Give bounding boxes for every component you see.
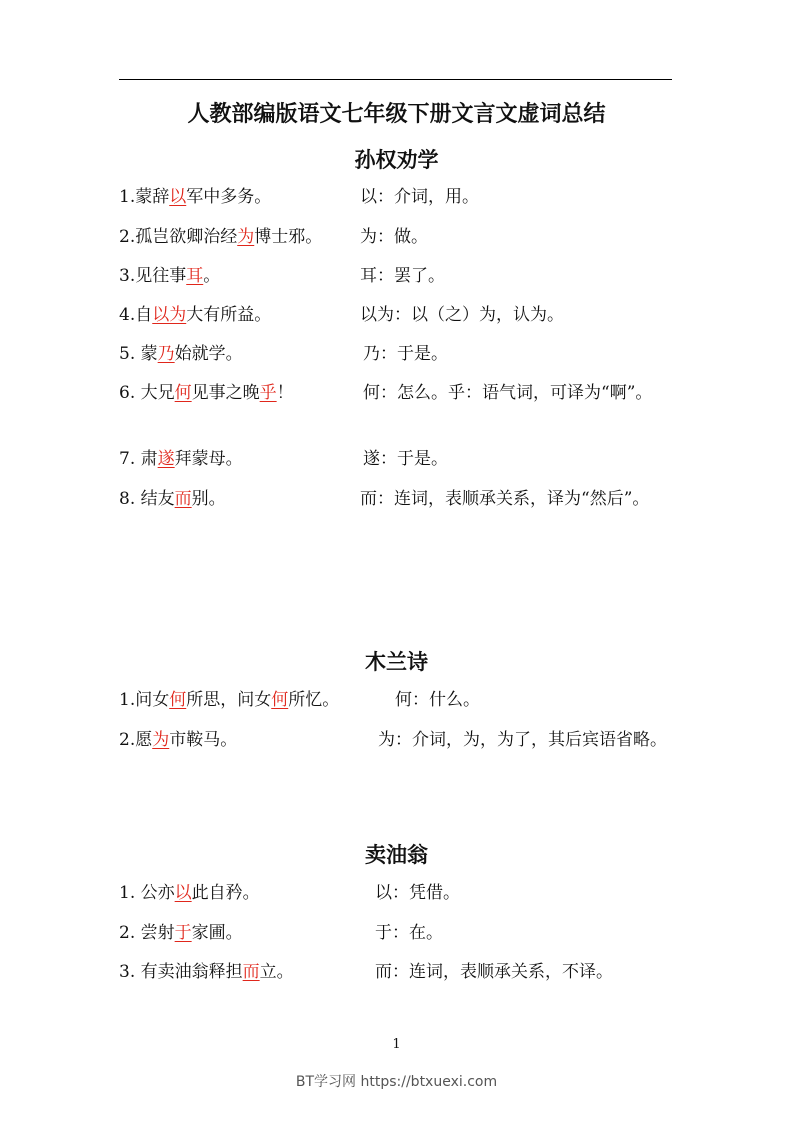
- function-word-highlight: 何: [271, 690, 289, 710]
- explanation: 为：做。: [360, 227, 428, 247]
- explanation: 何：怎么。乎：语气词，可译为“啊”。: [363, 383, 653, 403]
- function-word-highlight: 何: [169, 690, 187, 710]
- page-number: 1: [392, 1037, 401, 1052]
- sentence: 4.自以为大有所益。: [119, 305, 272, 325]
- sentence: 6. 大兄何见事之晚乎！: [119, 383, 294, 403]
- explanation: 于：在。: [375, 923, 443, 943]
- sentence: 1.问女何所思，问女何所忆。: [119, 690, 340, 710]
- explanation: 以：介词，用。: [360, 187, 479, 207]
- function-word-highlight: 以: [169, 187, 187, 207]
- sentence: 1. 公亦以此自矜。: [119, 883, 260, 903]
- function-word-highlight: 为: [152, 730, 170, 750]
- sentence: 5. 蒙乃始就学。: [119, 344, 243, 364]
- footer-watermark: BT学习网 https://btxuexi.com: [295, 1074, 498, 1090]
- function-word-highlight: 以: [174, 883, 192, 903]
- sentence: 1.蒙辞以军中多务。: [119, 187, 272, 207]
- section-title-sunquan: 孙权劝学: [354, 147, 439, 172]
- sentence: 7. 肃遂拜蒙母。: [119, 449, 243, 469]
- function-word-highlight: 而: [242, 962, 260, 982]
- explanation: 以：凭借。: [375, 883, 460, 903]
- function-word-highlight: 而: [174, 489, 192, 509]
- function-word-highlight: 乎: [259, 383, 277, 403]
- section-title-maiyouweng: 卖油翁: [365, 842, 428, 867]
- function-word-highlight: 何: [174, 383, 192, 403]
- explanation: 为：介词，为，为了，其后宾语省略。: [378, 730, 667, 750]
- function-word-highlight: 耳: [186, 266, 204, 286]
- function-word-highlight: 遂: [157, 449, 175, 469]
- header-rule: [119, 79, 672, 80]
- sentence: 8. 结友而别。: [119, 489, 226, 509]
- document-title: 人教部编版语文七年级下册文言文虚词总结: [187, 101, 606, 127]
- function-word-highlight: 于: [174, 923, 192, 943]
- explanation: 耳：罢了。: [360, 266, 445, 286]
- section-title-mulan: 木兰诗: [365, 649, 428, 674]
- explanation: 乃：于是。: [363, 344, 448, 364]
- sentence: 2.孤岂欲卿治经为博士邪。: [119, 227, 323, 247]
- sentence: 2.愿为市鞍马。: [119, 730, 238, 750]
- sentence: 3.见往事耳。: [119, 266, 221, 286]
- function-word-highlight: 为: [237, 227, 255, 247]
- explanation: 何：什么。: [395, 690, 480, 710]
- explanation: 以为：以（之）为，认为。: [360, 305, 564, 325]
- function-word-highlight: 乃: [157, 344, 175, 364]
- explanation: 而：连词，表顺承关系，不译。: [375, 962, 613, 982]
- sentence: 2. 尝射于家圃。: [119, 923, 243, 943]
- explanation: 而：连词，表顺承关系，译为“然后”。: [360, 489, 650, 509]
- sentence: 3. 有卖油翁释担而立。: [119, 962, 294, 982]
- explanation: 遂：于是。: [363, 449, 448, 469]
- function-word-highlight: 以为: [152, 305, 187, 325]
